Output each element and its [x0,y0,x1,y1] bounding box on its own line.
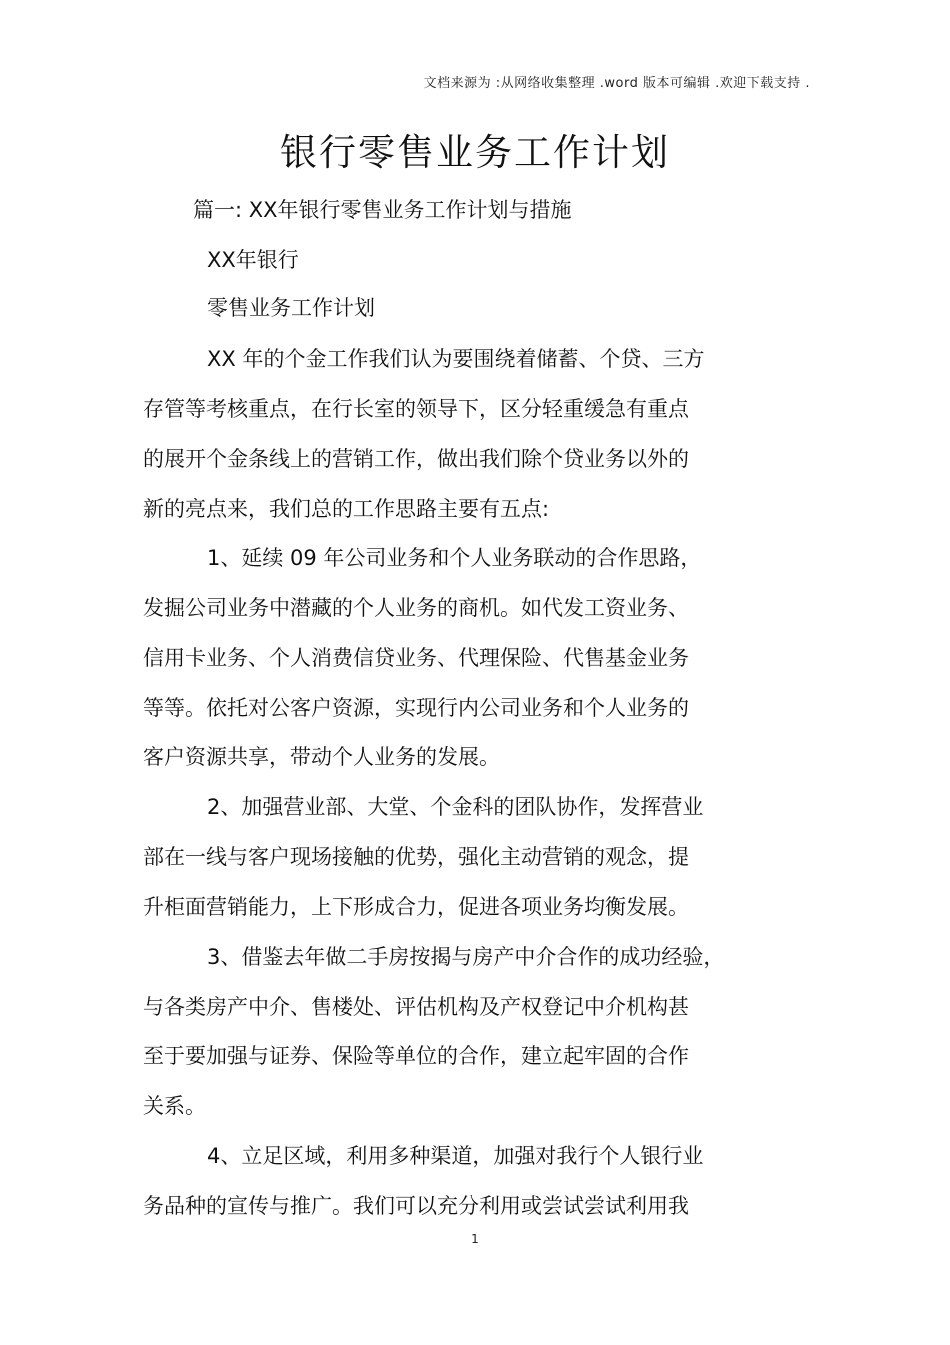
heading-line-year: XX年银行 [207,248,299,272]
paragraph-line: 至于要加强与证券、保险等单位的合作，建立起牢固的合作 [143,1044,689,1068]
paragraph-line: 发掘公司业务中潜藏的个人业务的商机。如代发工资业务、 [143,596,689,620]
paragraph-line: 1、延续 09 年公司业务和个人业务联动的合作思路， [207,546,702,570]
paragraph-line: 2、加强营业部、大堂、个金科的团队协作，发挥营业 [207,795,704,819]
document-title: 银行零售业务工作计划 [280,131,670,174]
page-number: 1 [471,1232,479,1246]
paragraph-line: 4、立足区域，利用多种渠道，加强对我行个人银行业 [207,1144,704,1168]
paragraph-line: 务品种的宣传与推广。我们可以充分利用或尝试尝试利用我 [143,1194,689,1218]
subtitle: 篇一: XX年银行零售业务工作计划与措施 [193,198,572,222]
paragraph-line: 存管等考核重点，在行长室的领导下，区分轻重缓急有重点 [143,397,689,421]
paragraph-line: 关系。 [143,1094,206,1118]
paragraph-line: XX 年的个金工作我们认为要围绕着储蓄、个贷、三方 [207,347,705,371]
paragraph-line: 信用卡业务、个人消费信贷业务、代理保险、代售基金业务 [143,646,689,670]
paragraph-line: 客户资源共享，带动个人业务的发展。 [143,745,500,769]
paragraph-line: 的展开个金条线上的营销工作，做出我们除个贷业务以外的 [143,447,689,471]
source-note: 文档来源为 :从网络收集整理 .word 版本可编辑 .欢迎下载支持 . [423,76,810,91]
paragraph-line: 升柜面营销能力，上下形成合力，促进各项业务均衡发展。 [143,895,689,919]
paragraph-line: 与各类房产中介、售楼处、评估机构及产权登记中介机构甚 [143,995,689,1019]
paragraph-line: 等等。依托对公客户资源，实现行内公司业务和个人业务的 [143,696,689,720]
heading-line-plan: 零售业务工作计划 [207,296,375,320]
paragraph-line: 部在一线与客户现场接触的优势，强化主动营销的观念，提 [143,845,689,869]
paragraph-line: 新的亮点来，我们总的工作思路主要有五点: [143,497,550,521]
paragraph-line: 3、借鉴去年做二手房按揭与房产中介合作的成功经验， [207,945,725,969]
